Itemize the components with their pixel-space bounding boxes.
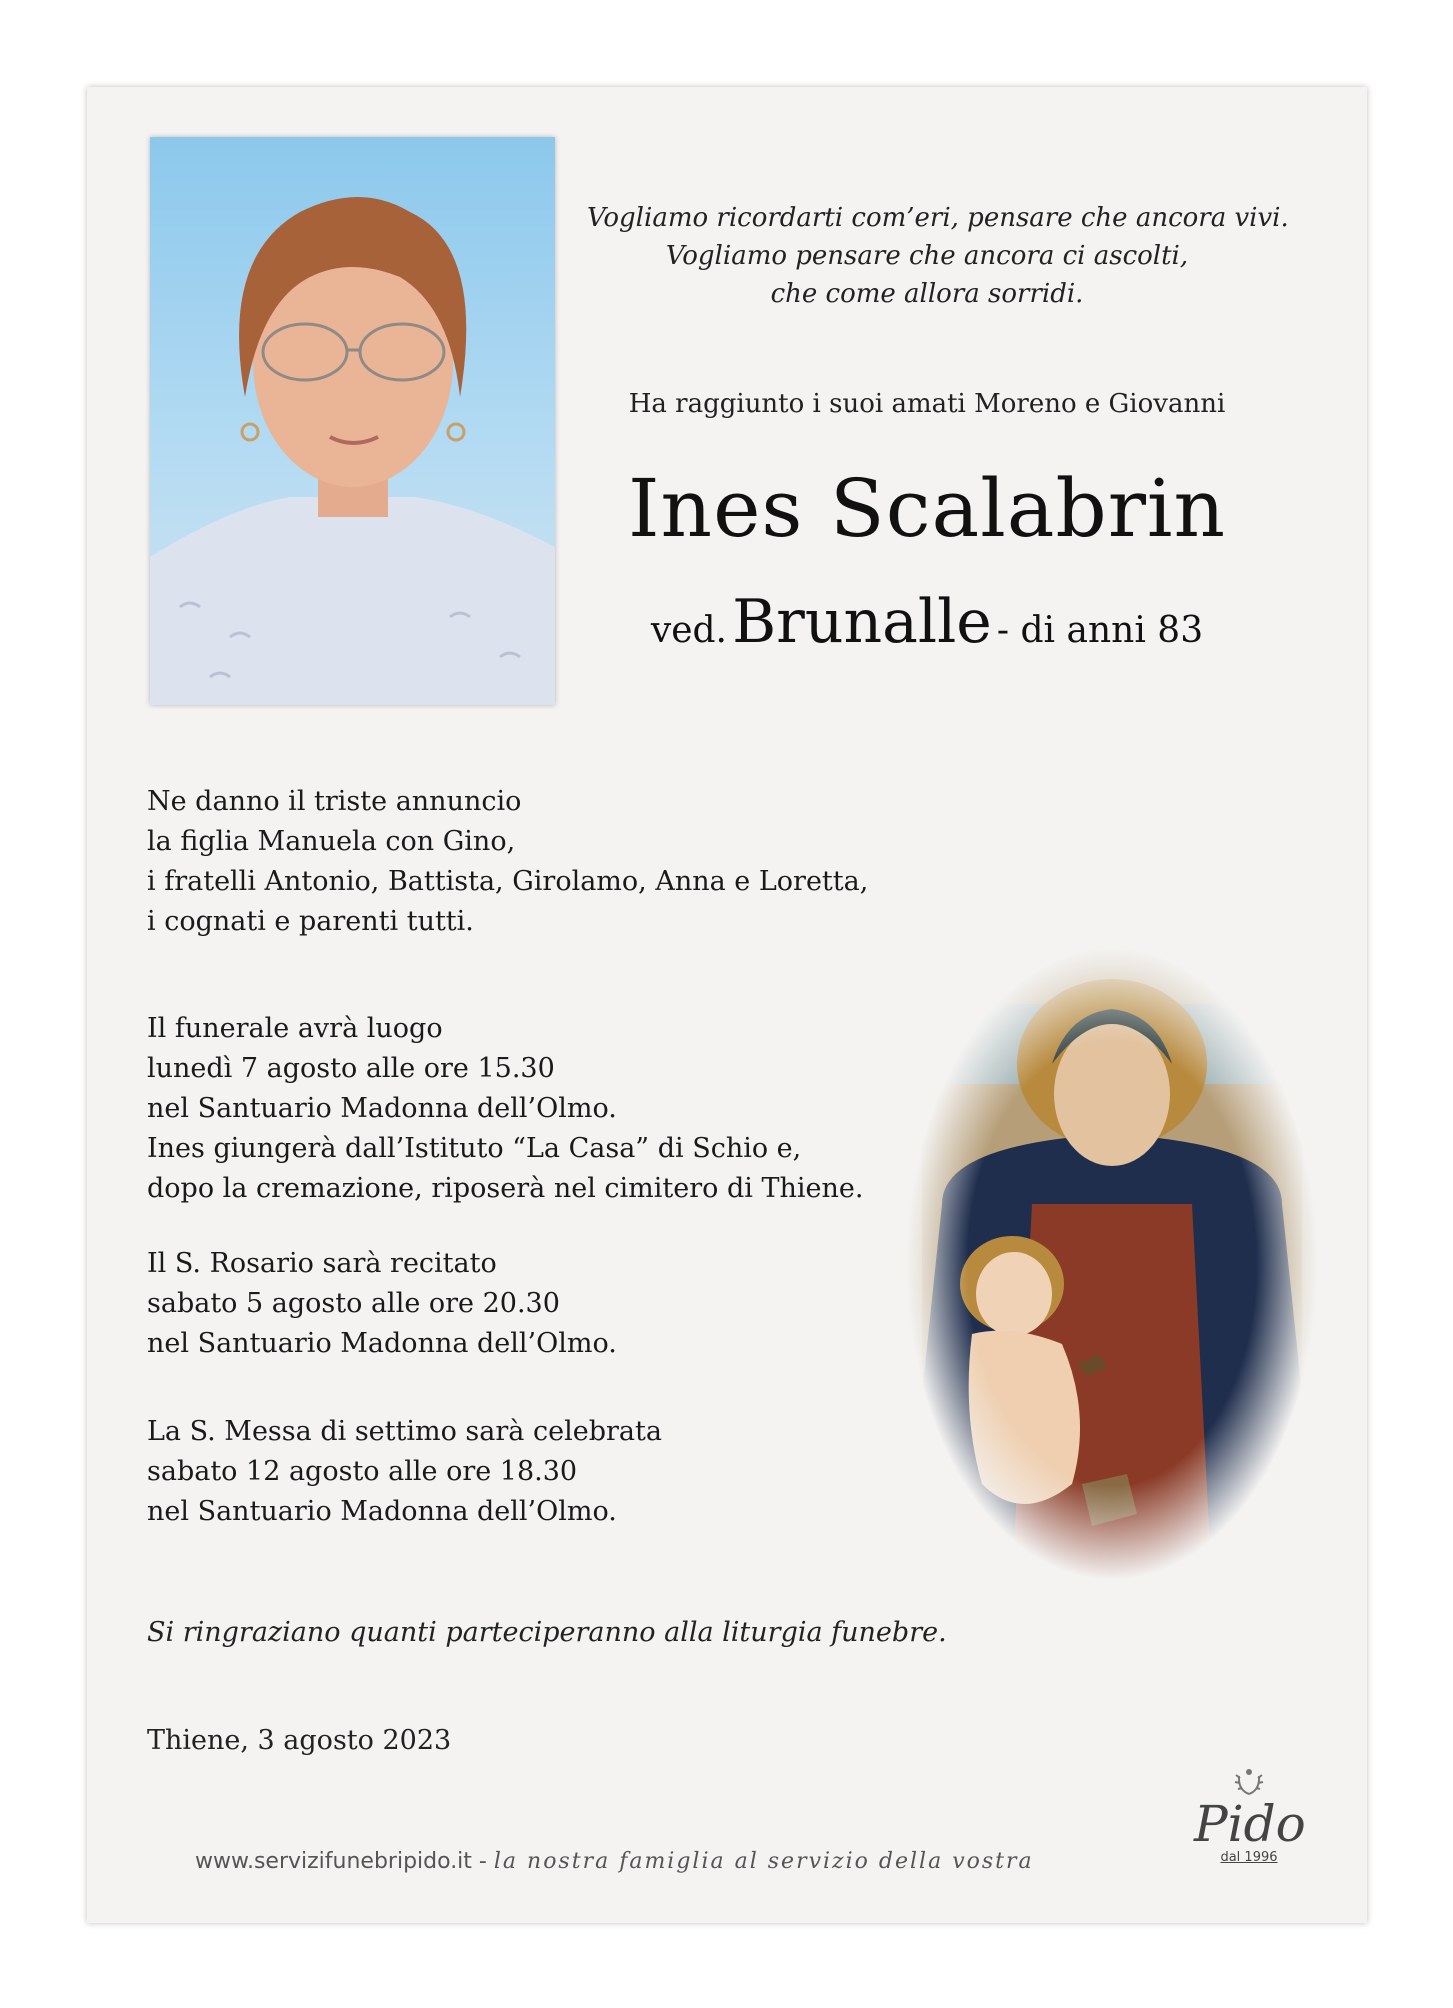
deceased-name: Ines Scalabrin (627, 462, 1227, 555)
rosary-block (147, 1244, 617, 1364)
announcement-line: i fratelli Antonio, Battista, Girolamo, Anna e Loretta, (147, 866, 869, 897)
mass-line: sabato 12 agosto alle ore 18.30 (147, 1456, 578, 1487)
age-text: - di anni 83 (996, 610, 1204, 651)
married-name: Brunalle (732, 587, 992, 657)
logo-brand: Pido (1194, 1795, 1306, 1853)
footer (195, 1849, 1034, 1874)
footer-separator: - (471, 1849, 494, 1874)
reached-text: Ha raggiunto i suoi amati Moreno e Giovanni (628, 389, 1226, 419)
obituary-card (87, 87, 1367, 1923)
widow-prefix: ved. (650, 610, 727, 651)
website-link[interactable]: www.servizifunebripido.it (195, 1849, 472, 1874)
funeral-line: Ines giungerà dall’Istituto “La Casa” di Schio e, (147, 1133, 802, 1164)
deceased-subtitle (587, 587, 1267, 657)
funeral-block (147, 1009, 863, 1209)
laurel-wreath-icon (1232, 1764, 1266, 1798)
announcement-line: Ne danno il triste annuncio (147, 786, 522, 817)
place-date: Thiene, 3 agosto 2023 (147, 1725, 452, 1756)
mass-line: nel Santuario Madonna dell’Olmo. (147, 1496, 617, 1527)
quote-line: Vogliamo pensare che ancora ci ascolti, (665, 241, 1189, 271)
portrait-photo (150, 137, 555, 705)
pido-logo (1194, 1764, 1304, 1865)
logo-since: dal 1996 (1220, 1850, 1278, 1865)
mass-block (147, 1412, 662, 1532)
funeral-line: Il funerale avrà luogo (147, 1013, 443, 1044)
quote-line: Vogliamo ricordarti com’eri, pensare che ancora vivi. (587, 203, 1289, 233)
announcement-line: la figlia Manuela con Gino, (147, 826, 516, 857)
rosary-line: nel Santuario Madonna dell’Olmo. (147, 1328, 617, 1359)
funeral-line: lunedì 7 agosto alle ore 15.30 (147, 1053, 555, 1084)
thanks-text: Si ringraziano quanti parteciperanno alla liturgia funebre. (147, 1617, 947, 1648)
funeral-line: dopo la cremazione, riposerà nel cimitero di Thiene. (147, 1173, 864, 1204)
tagline: la nostra famiglia al servizio della vostra (493, 1849, 1034, 1874)
quote-line: che come allora sorridi. (770, 279, 1084, 309)
madonna-image (902, 944, 1322, 1584)
rosary-line: sabato 5 agosto alle ore 20.30 (147, 1288, 560, 1319)
announcement-line: i cognati e parenti tutti. (147, 906, 474, 937)
funeral-line: nel Santuario Madonna dell’Olmo. (147, 1093, 617, 1124)
mass-line: La S. Messa di settimo sarà celebrata (147, 1416, 662, 1447)
rosary-line: Il S. Rosario sarà recitato (147, 1248, 497, 1279)
announcement-block (147, 782, 868, 942)
memorial-quote (587, 199, 1289, 313)
